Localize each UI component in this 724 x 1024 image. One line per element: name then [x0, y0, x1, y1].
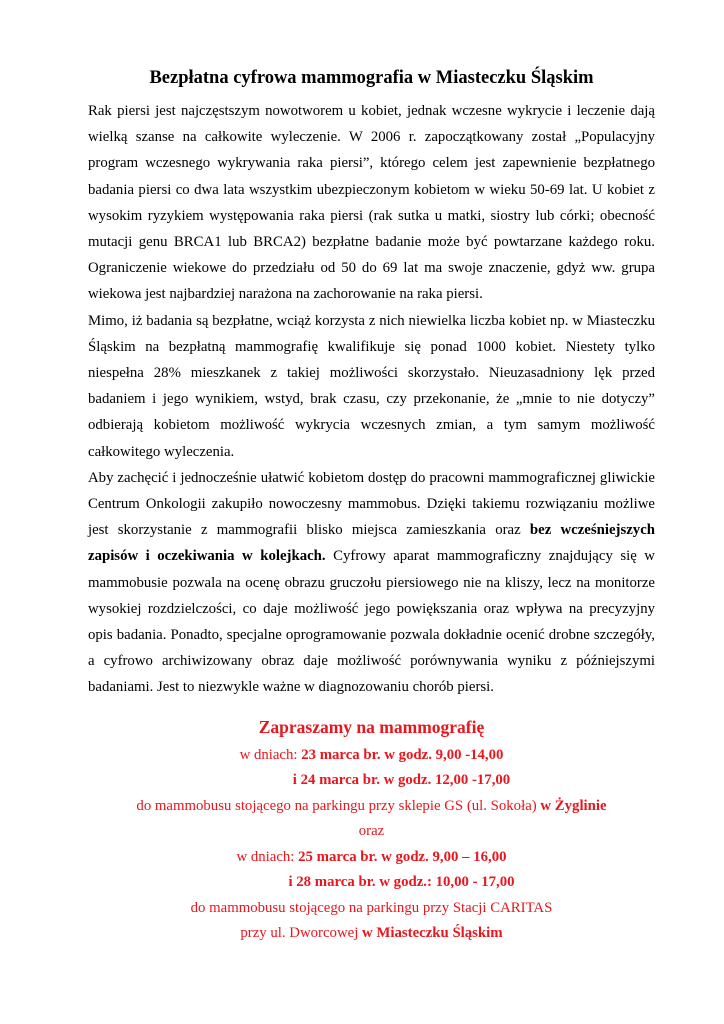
invitation-dates-2 [88, 768, 655, 794]
invitation-conjunction: oraz [358, 823, 385, 840]
paragraph-statistics: Mimo, iż badania są bezpłatne, wciąż korzysta z nich niewielka liczba kobiet np. w Miasteczku Śląskim na bezpłatną mammografię kwalifikuje się ponad 1000 kobiet. Niestety tylko niespełna 28% mieszkanek z takiej możliwości skorzystało. Nieuzasadniony lęk przed badaniem i jego wynikiem, wstyd, brak czasu, czy przekonanie, że „mnie to nie dotyczy” odbierają kobietom możliwość wykrycia wczesnych zmian, a tym samym możliwość całkowitego wyleczenia. [88, 312, 655, 460]
document-title: Bezpłatna cyfrowa mammografia w Miasteczku Śląskim [149, 68, 594, 88]
document-content [88, 66, 655, 947]
invitation-dates-3 [88, 845, 655, 871]
invitation-dates-3-value: 25 marca br. w godz. 9,00 – 16,00 [298, 848, 507, 865]
invitation-location-3-town: w Miasteczku Śląskim [362, 925, 503, 942]
invitation-location-1-town: w Żyglinie [540, 797, 607, 814]
invitation-dates-1-value: 23 marca br. w godz. 9,00 -14,00 [301, 746, 504, 763]
invitation-heading: Zapraszamy na mammografię [258, 716, 485, 737]
invitation-dates-2-value: i 24 marca br. w godz. 12,00 -17,00 [292, 772, 511, 789]
invitation-block [88, 715, 655, 947]
invitation-dates-1-prefix: w dniach: [239, 746, 302, 763]
invitation-dates-3-prefix: w dniach: [236, 848, 299, 865]
invitation-dates-4 [88, 870, 655, 896]
invitation-dates-1 [88, 743, 655, 769]
paragraph-mammobus-text-1: Aby zachęcić i jednocześnie ułatwić kobietom dostęp do pracowni mammograficznej gliwickie Centrum Onkologii zakupiło nowoczesny mammobus. Dzięki takiemu rozwiązaniu możliwe jest skorzystanie z mammografii blisko miejsca zamieszkania oraz [88, 469, 655, 539]
invitation-location-3 [88, 921, 655, 947]
invitation-location-1-text: do mammobusu stojącego na parkingu przy sklepie GS (ul. Sokoła) [136, 797, 541, 814]
invitation-location-2: do mammobusu stojącego na parkingu przy Stacji CARITAS [190, 899, 553, 916]
invitation-location-3-text: przy ul. Dworcowej [240, 925, 363, 942]
paragraph-mammobus-bold: bez wcześniejszych zapisów i oczekiwania w kolejkach. [88, 522, 655, 565]
invitation-location-1 [88, 794, 655, 820]
paragraph-mammobus-text-2: Cyfrowy aparat mammograficzny znajdujący się w mammobusie pozwala na ocenę obrazu gruczołu piersiowego nie na kliszy, lecz na monitorze wysokiej rozdzielczości, co daje możliwość jego powiększania oraz wpływa na precyzyjny opis badania. Ponadto, specjalne oprogramowanie pozwala dokładnie ocenić drobne szczegóły, a cyfrowo archiwizowany obraz daje możliwość porównywania wyniku z późniejszymi badaniami. Jest to niezwykle ważne w diagnozowaniu chorób piersi. [88, 548, 655, 696]
paragraph-mammobus [88, 465, 655, 701]
paragraph-intro: Rak piersi jest najczęstszym nowotworem u kobiet, jednak wczesne wykrycie i leczenie dają wielką szanse na całkowite wyleczenie. W 2006 r. zapoczątkowany został „Populacyjny program wczesnego wykrywania raka piersi”, którego celem jest zapewnienie bezpłatnego badania piersi co dwa lata wszystkim ubezpieczonym kobietom w wieku 50-69 lat. U kobiet z wysokim ryzykiem występowania raka piersi (rak sutka u matki, siostry lub córki; obecność mutacji genu BRCA1 lub BRCA2) bezpłatne badanie może być powtarzane każdego roku. Ograniczenie wiekowe do przedziału od 50 do 69 lat ma swoje znaczenie, gdyż ww. grupa wiekowa jest najbardziej narażona na zachorowanie na raka piersi. [88, 103, 655, 303]
invitation-dates-4-value: i 28 marca br. w godz.: 10,00 - 17,00 [288, 874, 515, 891]
